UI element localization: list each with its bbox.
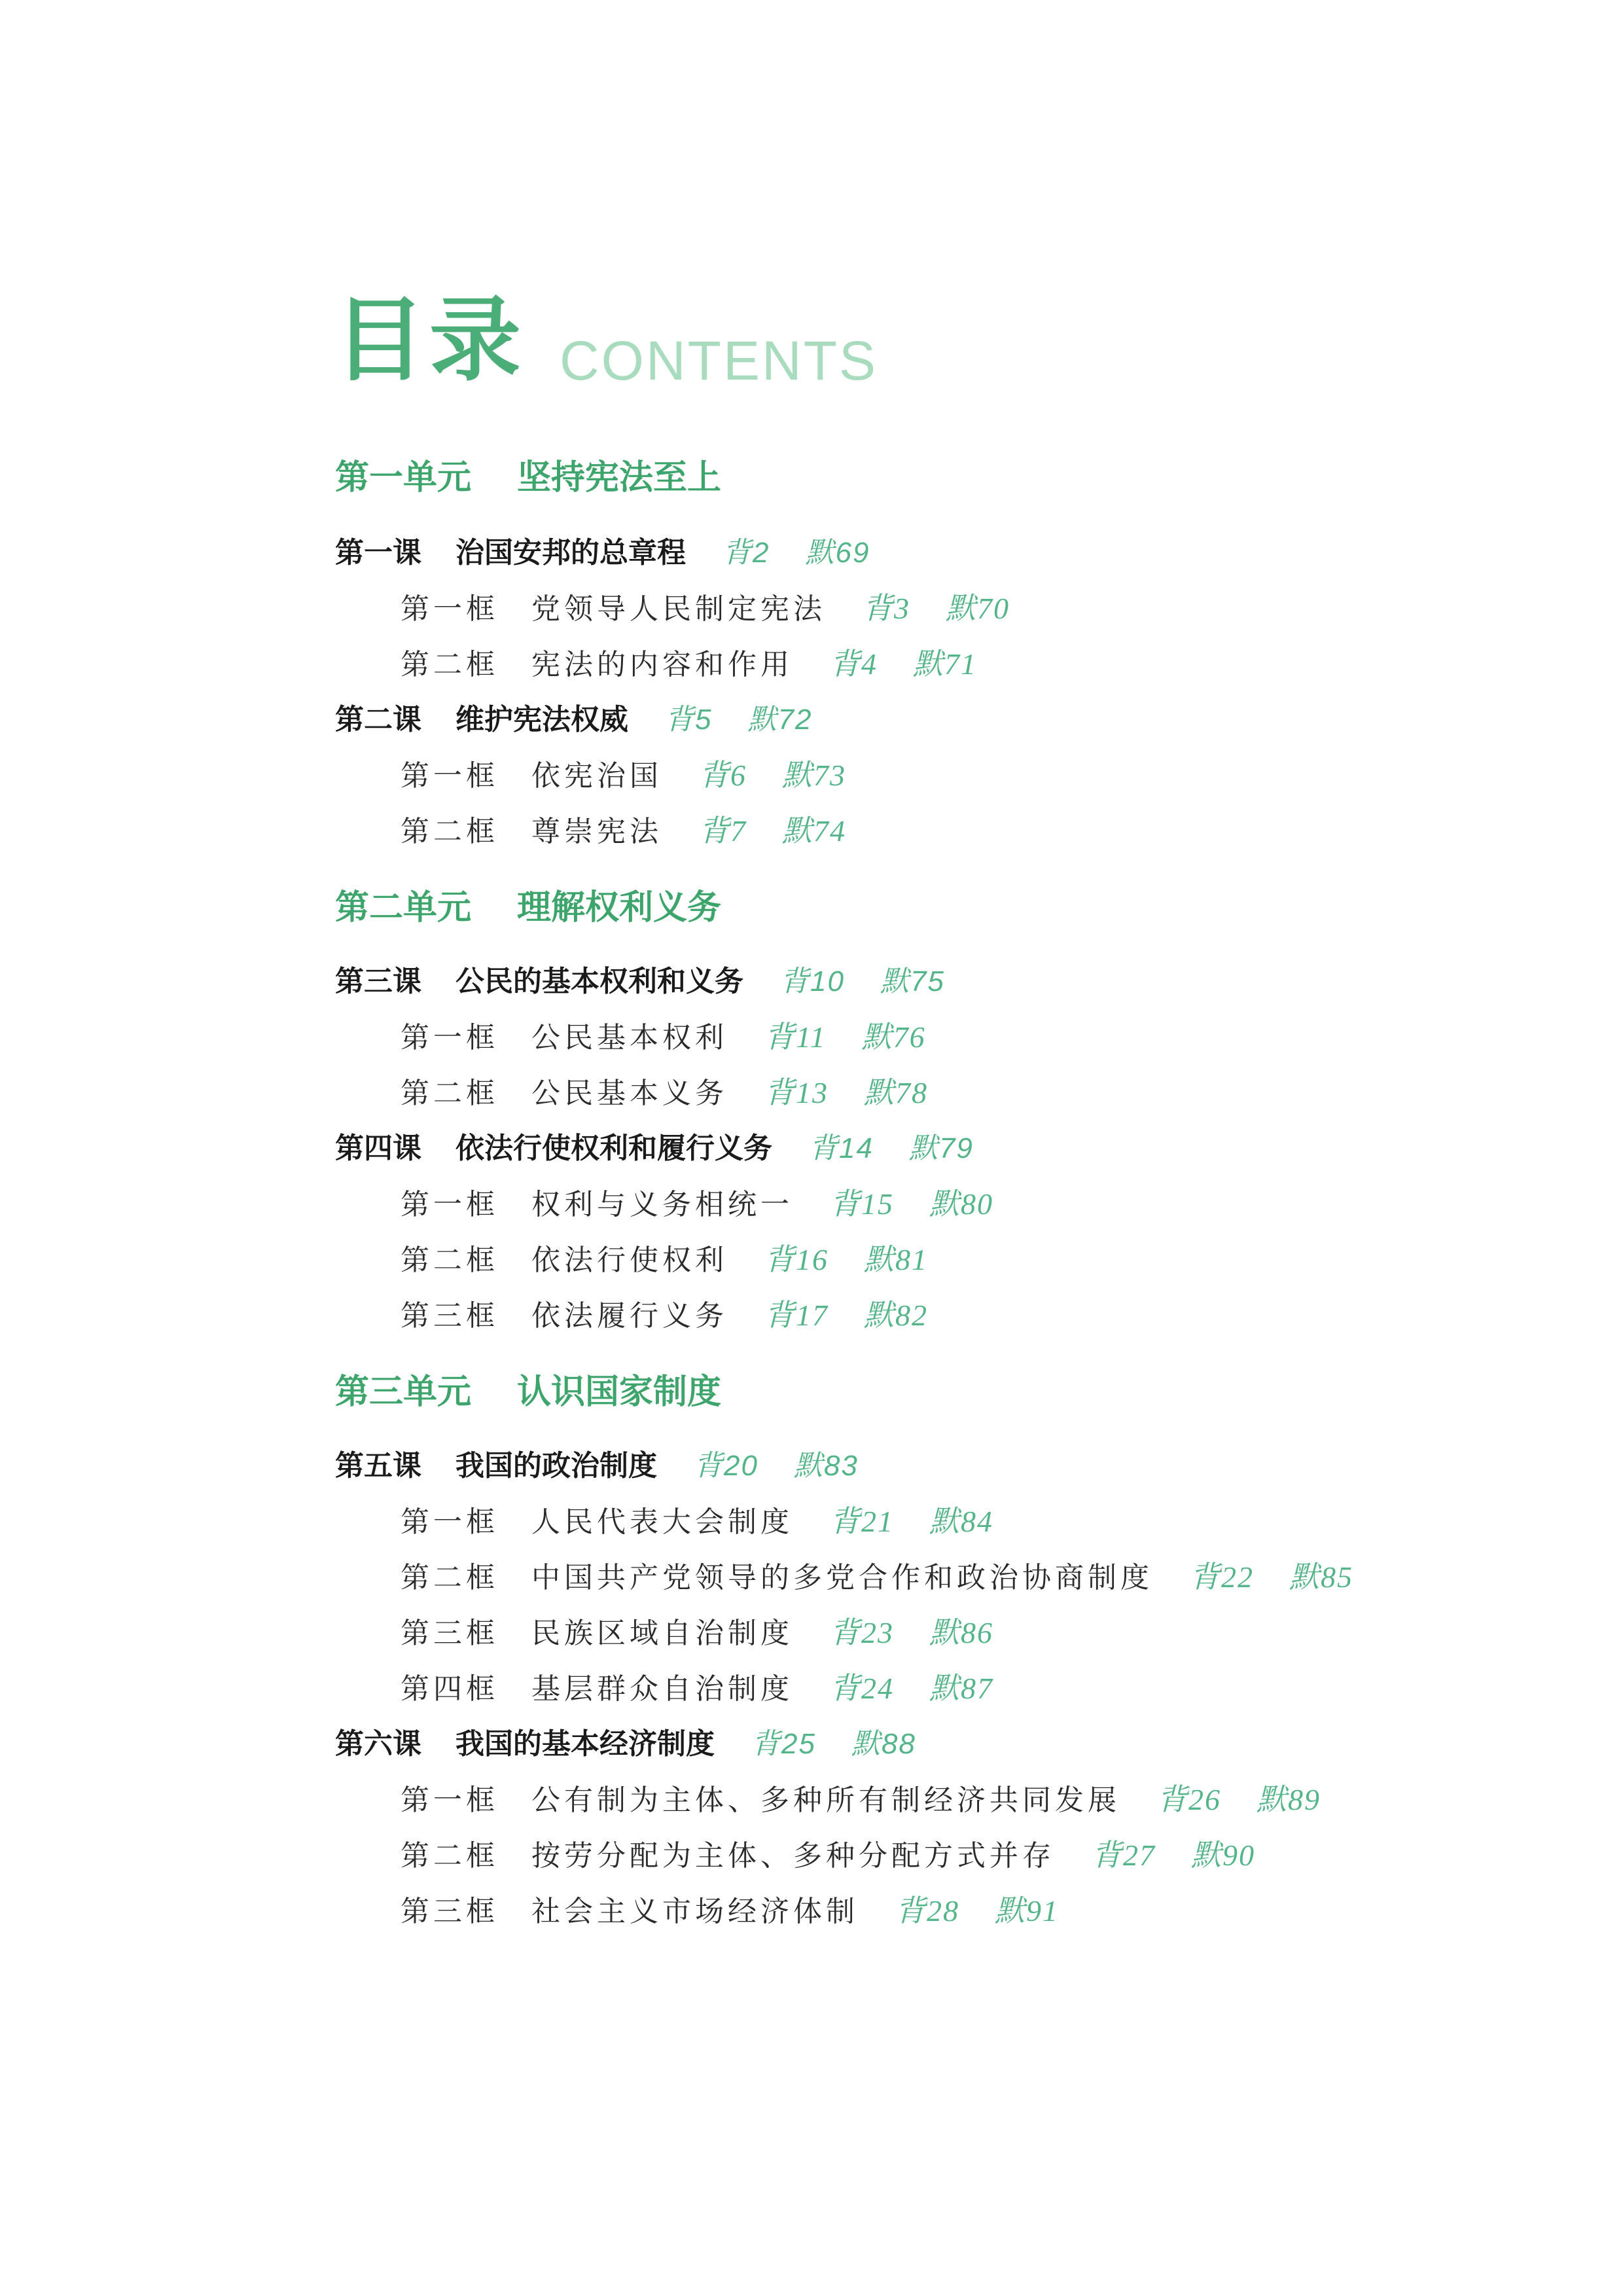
frame-title: 尊崇宪法 <box>531 815 662 848</box>
toc-unit-3[interactable] <box>335 1369 721 1415</box>
toc-frame-2-1[interactable] <box>401 756 846 796</box>
unit-title: 认识国家制度 <box>517 1372 722 1412</box>
frame-number: 第一框 <box>401 1505 499 1539</box>
dictation-page-number: 默82 <box>864 1299 928 1332</box>
dictation-page-number: 默74 <box>782 814 846 848</box>
frame-number: 第二框 <box>401 648 499 681</box>
frame-title: 民族区域自治制度 <box>531 1617 793 1650</box>
dictation-page-number: 默87 <box>929 1672 993 1705</box>
toc-frame-5-2[interactable] <box>401 1558 1353 1598</box>
frame-number: 第一框 <box>401 1784 499 1817</box>
recite-page-number: 背23 <box>830 1616 894 1649</box>
dictation-page-number: 默83 <box>793 1450 859 1482</box>
recite-page-number: 背14 <box>809 1132 874 1164</box>
dictation-page-number: 默91 <box>995 1894 1059 1928</box>
recite-page-number: 背22 <box>1190 1560 1254 1594</box>
toc-unit-2[interactable] <box>335 885 721 931</box>
unit-number: 第一单元 <box>335 457 472 497</box>
frame-number: 第三框 <box>401 1617 499 1650</box>
recite-page-number: 背26 <box>1157 1783 1221 1816</box>
toc-frame-6-3[interactable] <box>401 1892 1059 1931</box>
recite-page-number: 背5 <box>665 704 713 736</box>
lesson-title: 我国的政治制度 <box>455 1449 657 1482</box>
frame-number: 第二框 <box>401 1244 499 1277</box>
toc-frame-4-1[interactable] <box>401 1185 993 1225</box>
toc-frame-3-2[interactable] <box>401 1073 928 1113</box>
dictation-page-number: 默85 <box>1289 1560 1353 1594</box>
dictation-page-number: 默69 <box>805 537 870 569</box>
dictation-page-number: 默71 <box>913 647 977 681</box>
lesson-title: 维护宪法权威 <box>455 703 628 736</box>
lesson-number: 第四课 <box>335 1132 421 1165</box>
recite-page-number: 背11 <box>764 1020 827 1054</box>
frame-title: 依法履行义务 <box>531 1299 728 1333</box>
dictation-page-number: 默73 <box>782 759 846 792</box>
toc-frame-4-3[interactable] <box>401 1296 928 1336</box>
dictation-page-number: 默70 <box>946 592 1010 625</box>
frame-title: 按劳分配为主体、多种分配方式并存 <box>531 1839 1055 1873</box>
toc-lesson-6[interactable] <box>335 1725 916 1764</box>
recite-page-number: 背6 <box>699 759 747 792</box>
recite-page-number: 背16 <box>764 1243 829 1276</box>
frame-number: 第一框 <box>401 759 499 793</box>
dictation-page-number: 默78 <box>864 1076 928 1109</box>
recite-page-number: 背4 <box>830 647 878 681</box>
frame-title: 中国共产党领导的多党合作和政治协商制度 <box>531 1561 1153 1594</box>
frame-number: 第二框 <box>401 1839 499 1873</box>
dictation-page-number: 默79 <box>908 1132 974 1164</box>
recite-page-number: 背15 <box>830 1187 894 1221</box>
unit-number: 第三单元 <box>335 1372 472 1412</box>
frame-title: 社会主义市场经济体制 <box>531 1895 859 1928</box>
frame-title: 公民基本权利 <box>531 1021 728 1054</box>
page-subtitle: CONTENTS <box>560 330 878 391</box>
lesson-title: 公民的基本权利和义务 <box>455 965 743 998</box>
dictation-page-number: 默90 <box>1191 1839 1255 1872</box>
dictation-page-number: 默76 <box>861 1020 926 1054</box>
dictation-page-number: 默72 <box>747 704 813 736</box>
frame-number: 第二框 <box>401 1561 499 1594</box>
toc-frame-1-1[interactable] <box>401 589 1010 629</box>
toc-frame-3-1[interactable] <box>401 1018 926 1058</box>
frame-number: 第三框 <box>401 1895 499 1928</box>
recite-page-number: 背3 <box>863 592 910 625</box>
lesson-title: 依法行使权利和履行义务 <box>455 1132 772 1165</box>
dictation-page-number: 默75 <box>880 965 945 997</box>
lesson-number: 第二课 <box>335 703 421 736</box>
unit-title: 理解权利义务 <box>517 888 722 927</box>
toc-frame-1-2[interactable] <box>401 645 977 685</box>
toc-frame-4-2[interactable] <box>401 1240 928 1280</box>
dictation-page-number: 默89 <box>1257 1783 1321 1816</box>
toc-lesson-5[interactable] <box>335 1446 859 1486</box>
recite-page-number: 背17 <box>764 1299 829 1332</box>
toc-frame-5-4[interactable] <box>401 1669 993 1709</box>
toc-lesson-4[interactable] <box>335 1129 974 1168</box>
toc-frame-6-1[interactable] <box>401 1780 1321 1820</box>
toc-lesson-1[interactable] <box>335 533 870 573</box>
recite-page-number: 背13 <box>764 1076 829 1109</box>
lesson-title: 治国安邦的总章程 <box>455 536 686 569</box>
toc-frame-5-3[interactable] <box>401 1613 993 1653</box>
frame-number: 第一框 <box>401 1021 499 1054</box>
frame-title: 党领导人民制定宪法 <box>531 592 826 626</box>
frame-number: 第四框 <box>401 1672 499 1706</box>
frame-number: 第一框 <box>401 592 499 626</box>
toc-unit-1[interactable] <box>335 455 721 501</box>
frame-number: 第二框 <box>401 1077 499 1110</box>
recite-page-number: 背2 <box>722 537 770 569</box>
dictation-page-number: 默81 <box>864 1243 928 1276</box>
frame-title: 公民基本义务 <box>531 1077 728 1110</box>
recite-page-number: 背21 <box>830 1505 894 1538</box>
frame-title: 基层群众自治制度 <box>531 1672 793 1706</box>
lesson-title: 我国的基本经济制度 <box>455 1727 715 1761</box>
toc-frame-6-2[interactable] <box>401 1836 1255 1876</box>
recite-page-number: 背7 <box>699 814 747 848</box>
recite-page-number: 背25 <box>751 1728 816 1760</box>
toc-frame-5-1[interactable] <box>401 1502 993 1542</box>
recite-page-number: 背10 <box>780 965 845 997</box>
unit-number: 第二单元 <box>335 888 472 927</box>
dictation-page-number: 默88 <box>851 1728 916 1760</box>
toc-lesson-3[interactable] <box>335 962 945 1001</box>
frame-number: 第二框 <box>401 815 499 848</box>
lesson-number: 第一课 <box>335 536 421 569</box>
lesson-number: 第六课 <box>335 1727 421 1761</box>
toc-frame-2-2[interactable] <box>401 812 846 852</box>
frame-title: 宪法的内容和作用 <box>531 648 793 681</box>
lesson-number: 第三课 <box>335 965 421 998</box>
recite-page-number: 背20 <box>694 1450 758 1482</box>
frame-title: 依法行使权利 <box>531 1244 728 1277</box>
dictation-page-number: 默86 <box>929 1616 993 1649</box>
dictation-page-number: 默84 <box>929 1505 993 1538</box>
dictation-page-number: 默80 <box>929 1187 993 1221</box>
recite-page-number: 背24 <box>830 1672 894 1705</box>
recite-page-number: 背28 <box>895 1894 959 1928</box>
frame-number: 第一框 <box>401 1188 499 1221</box>
frame-title: 依宪治国 <box>531 759 662 793</box>
frame-number: 第三框 <box>401 1299 499 1333</box>
lesson-number: 第五课 <box>335 1449 421 1482</box>
page-title: 目录 <box>334 287 526 394</box>
unit-title: 坚持宪法至上 <box>517 457 722 497</box>
frame-title: 权利与义务相统一 <box>531 1188 793 1221</box>
frame-title: 人民代表大会制度 <box>531 1505 793 1539</box>
frame-title: 公有制为主体、多种所有制经济共同发展 <box>531 1784 1120 1817</box>
toc-lesson-2[interactable] <box>335 700 812 740</box>
recite-page-number: 背27 <box>1092 1839 1156 1872</box>
